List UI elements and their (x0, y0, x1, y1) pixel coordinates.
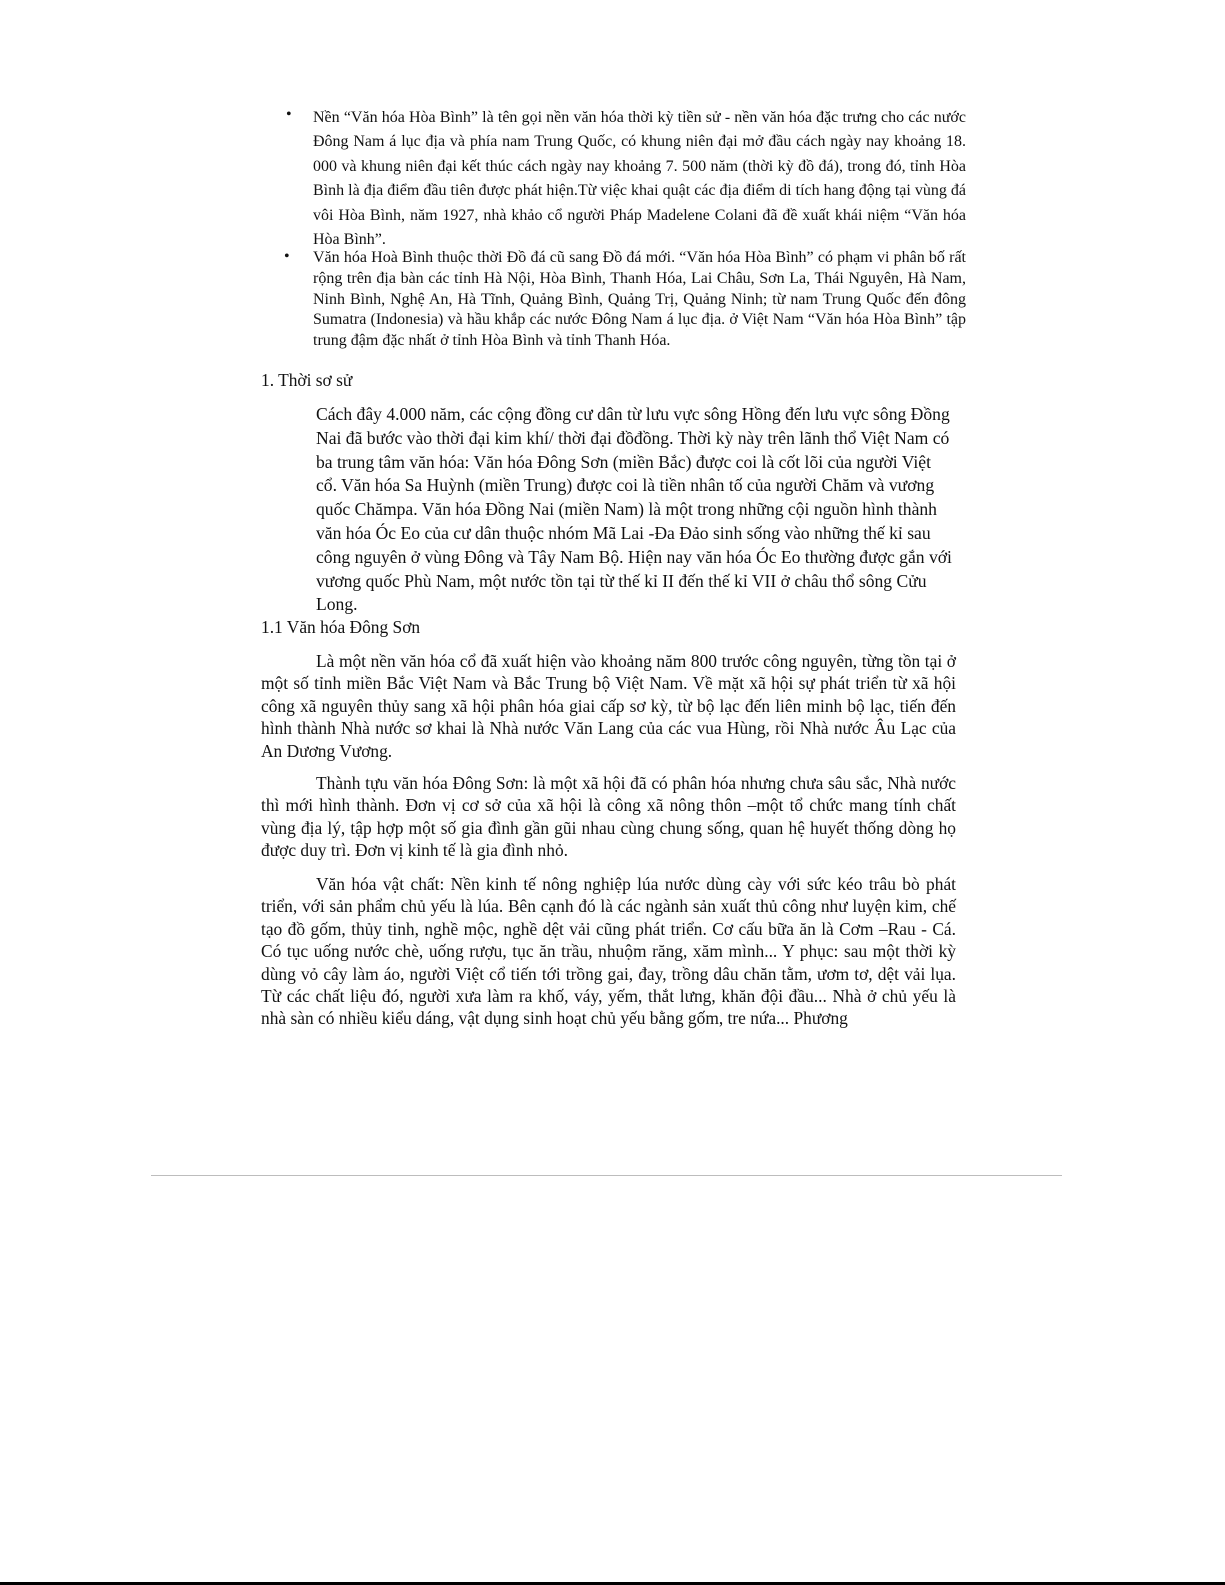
bullet-item-hoa-binh-culture (286, 106, 966, 252)
section-paragraph-thoi-so-su: Cách đây 4.000 năm, các cộng đồng cư dân từ lưu vực sông Hồng đến lưu vực sông Đồng Nai đã bước vào thời đại kim khí/ thời đại đồđồng. Thời kỳ này trên lãnh thổ Việt Nam có ba trung tâm văn hóa: Văn hóa Đông Sơn (miền Bắc) được coi là cốt lõi của người Việt cổ. Văn hóa Sa Huỳnh (miền Trung) được coi là tiền nhân tố của người Chăm và vương quốc Chămpa. Văn hóa Đồng Nai (miền Nam) là một trong những cội nguồn hình thành văn hóa Óc Eo của cư dân thuộc nhóm Mã Lai -Đa Đảo sinh sống vào những thế kỉ sau công nguyên ở vùng Đông và Tây Nam Bộ. Hiện nay văn hóa Óc Eo thường được gắn với vương quốc Phù Nam, một nước tồn tại từ thế kỉ II đến thế kỉ VII ở châu thổ sông Cửu Long. (316, 404, 952, 615)
bullet-marker: • (286, 106, 292, 123)
paragraph-dong-son-achievements: Thành tựu văn hóa Đông Sơn: là một xã hội đã có phân hóa nhưng chưa sâu sắc, Nhà nước thì mới hình thành. Đơn vị cơ sở của xã hội là công xã nông thôn –một tổ chức mang tính chất vùng địa lý, tập hợp một số gia đình gần gũi nhau cùng chung sống, quan hệ huyết thống dòng họ được duy trì. Đơn vị kinh tế là gia đình nhỏ. (261, 773, 956, 861)
paragraph-dong-son-origin: Là một nền văn hóa cổ đã xuất hiện vào khoảng năm 800 trước công nguyên, từng tồn tại ở một số tỉnh miền Bắc Việt Nam và Bắc Trung bộ Việt Nam. Về mặt xã hội sự phát triển từ xã hội công xã nguyên thủy sang xã hội phân hóa giai cấp sơ kỳ, từ bộ lạc đến liên minh bộ lạc, tiến đến hình thành Nhà nước sơ khai là Nhà nước Văn Lang của các vua Hùng, rồi Nhà nước Âu Lạc của An Dương Vương. (261, 651, 956, 761)
section-heading-thoi-so-su: 1. Thời sơ sử (261, 370, 353, 390)
bullet-item-hoa-binh-distribution (286, 248, 966, 352)
bullet-marker: • (284, 248, 290, 265)
bullet-text: Văn hóa Hoà Bình thuộc thời Đồ đá cũ sang Đồ đá mới. “Văn hóa Hòa Bình” có phạm vi phân bố rất rộng trên địa bàn các tỉnh Hà Nội, Hòa Bình, Thanh Hóa, Lai Châu, Sơn La, Thái Nguyên, Hà Nam, Ninh Bình, Nghệ An, Hà Tĩnh, Quảng Bình, Quảng Trị, Quảng Ninh; từ nam Trung Quốc đến đông Sumatra (Indonesia) và hầu khắp các nước Đông Nam á lục địa. ở Việt Nam “Văn hóa Hòa Bình” tập trung đậm đặc nhất ở tỉnh Hòa Bình và tỉnh Thanh Hóa. (313, 249, 966, 350)
paragraph-dong-son-material-culture: Văn hóa vật chất: Nền kinh tế nông nghiệp lúa nước dùng cày với sức kéo trâu bò phát triển, với sản phẩm chủ yếu là lúa. Bên cạnh đó là các ngành sản xuất thủ công như luyện kim, chế tạo đồ gốm, thủy tinh, nghề mộc, nghề dệt vải cũng phát triển. Cơ cấu bữa ăn là Cơm –Rau - Cá. Có tục uống nước chè, uống rượu, tục ăn trầu, nhuộm răng, xăm mình... Y phục: sau một thời kỳ dùng vỏ cây làm áo, người Việt cổ tiến tới trồng gai, đay, trồng dâu chăn tằm, ươm tơ, dệt vải lụa. Từ các chất liệu đó, người xưa làm ra khố, váy, yếm, thắt lưng, khăn đội đầu... Nhà ở chủ yếu là nhà sàn có nhiều kiểu dáng, vật dụng sinh hoạt chủ yếu bằng gốm, tre nứa... Phương (261, 874, 956, 1029)
bullet-text: Nền “Văn hóa Hòa Bình” là tên gọi nền văn hóa thời kỳ tiền sử - nền văn hóa đặc trưng cho các nước Đông Nam á lục địa và phía nam Trung Quốc, có khung niên đại mở đầu cách ngày nay khoảng 18. 000 và khung niên đại kết thúc cách ngày nay khoảng 7. 500 năm (thời kỳ đồ đá), trong đó, tỉnh Hòa Bình là địa điểm đầu tiên được phát hiện.Từ việc khai quật các địa điểm di tích hang động tại vùng đá vôi Hòa Bình, năm 1927, nhà khảo cổ người Pháp Madelene Colani đã đề xuất khái niệm “Văn hóa Hòa Bình”. (313, 109, 966, 249)
page-divider (151, 1175, 1062, 1176)
section-heading-dong-son: 1.1 Văn hóa Đông Sơn (261, 617, 421, 637)
